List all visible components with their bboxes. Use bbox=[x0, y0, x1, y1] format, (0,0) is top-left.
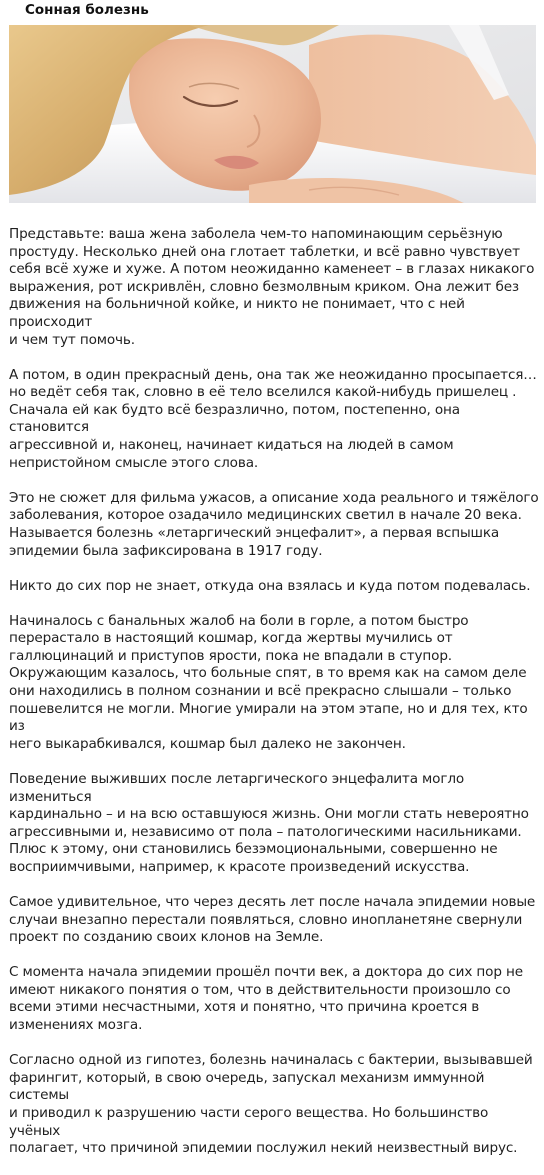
paragraph-3: Это не сюжет для фильма ужасов, а описание хода реального и тяжёлого заболевания, которое озадачило медицинских светил в начале 20 века. Называется болезнь «летаргический энцефалит», а первая вспышка эпидемии была зафиксирована в 1917 году. bbox=[9, 489, 539, 559]
paragraph-5: Начиналось с банальных жалоб на боли в горле, а потом быстро перерастало в настоящий кошмар, когда жертвы мучились от галлюцинаций и приступов ярости, пока не впадали в ступор. Окружающим казалось, что больные спят, в то время как на самом деле они находились в полном сознании и всё прекрасно слышали – только пошевелится не могли. Многие умирали на этом этапе, но и для тех, кто из него выкарабкивался, кошмар был далеко не закончен. bbox=[9, 612, 528, 752]
paragraph-9: Согласно одной из гипотез, болезнь начиналась с бактерии, вызывавшей фарингит, который, в свою очередь, запускал механизм иммунной системы и приводил к разрушению части серого вещества. Но большинство учёных полагает, что причиной эпидемии послужил некий неизвестный вирус. bbox=[9, 1052, 533, 1157]
sleeping-woman-illustration bbox=[9, 25, 536, 203]
paragraph-6: Поведение выживших после летаргического энцефалита могло измениться кардинально – и на всю оставшуюся жизнь. Они могли стать невероятно агрессивными и, независимо от пола – патологическими насильниками. Плюс к этому, они становились безэмоциональными, совершенно не восприимчивыми, например, к красоте произведений искусства. bbox=[9, 770, 529, 875]
sleeping-woman-photo bbox=[9, 25, 536, 203]
article-title: Сонная болезнь bbox=[25, 2, 149, 18]
article-body bbox=[9, 226, 540, 1175]
paragraph-1: Представьте: ваша жена заболела чем-то напоминающим серьёзную простуду. Несколько дней она глотает таблетки, и всё равно чувствует себя всё хуже и хуже. А потом неожиданно каменеет – в глазах никакого выражения, рот искривлён, словно безмолвным криком. Она лежит без движения на больничной койке, и никто не понимает, что с ней происходит и чем тут помочь. bbox=[9, 226, 535, 348]
paragraph-8: С момента начала эпидемии прошёл почти век, а доктора до сих пор не имеют никакого понятия о том, что в действительности произошло со всеми этими несчастными, хотя и понятно, что причина кроется в изменениях мозга. bbox=[9, 964, 523, 1034]
paragraph-7: Самое удивительное, что через десять лет после начала эпидемии новые случаи внезапно перестали появляться, словно инопланетяне свернули проект по созданию своих клонов на Земле. bbox=[9, 894, 536, 946]
paragraph-4: Никто до сих пор не знает, откуда она взялась и куда потом подевалась. bbox=[9, 577, 531, 594]
paragraph-2: А потом, в один прекрасный день, она так же неожиданно просыпается… но ведёт себя так, словно в её тело вселился какой-нибудь пришелец . Сначала ей как будто всё безразлично, потом, постепенно, она становится агрессивной и, наконец, начинает кидаться на людей в самом непристойном смысле этого слова. bbox=[9, 366, 537, 471]
